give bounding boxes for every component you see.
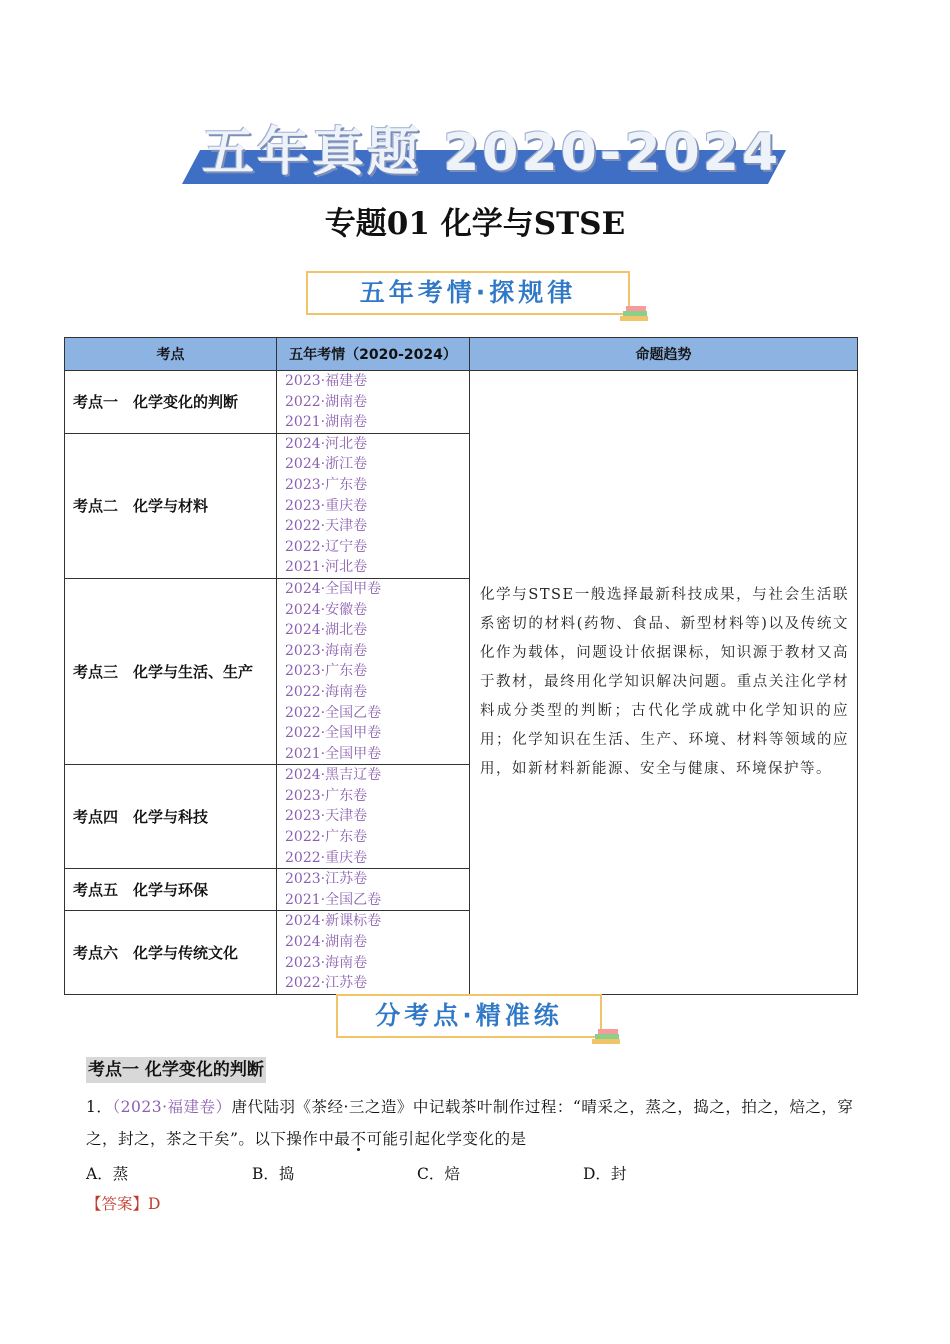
question-number: 1．	[86, 1098, 113, 1116]
year-entry: 2023·广东卷	[285, 476, 368, 493]
year-entry: 2024·湖南卷	[285, 934, 368, 951]
year-entry: 2021·全国乙卷	[285, 891, 382, 908]
header-topic: 考点	[65, 338, 277, 371]
exam-overview-table	[64, 337, 858, 995]
year-entry: 2023·广东卷	[285, 787, 368, 804]
year-entry: 2022·天津卷	[285, 518, 368, 535]
year-entry: 2021·全国甲卷	[285, 745, 382, 762]
emphasis-text: 不	[350, 1130, 367, 1148]
section-label-text: 分考点·精准练	[375, 1001, 563, 1030]
year-entry: 2023·广东卷	[285, 663, 368, 680]
option-d[interactable]: D．封	[583, 1165, 627, 1183]
year-entry: 2021·湖南卷	[285, 414, 368, 431]
year-entry: 2022·湖南卷	[285, 393, 368, 410]
years-cell	[277, 433, 470, 578]
year-entry: 2024·安徽卷	[285, 601, 368, 618]
topic-cell: 考点一 化学变化的判断	[65, 371, 277, 434]
section-label-trends	[306, 271, 630, 315]
year-entry: 2023·海南卷	[285, 954, 368, 971]
books-icon	[620, 303, 648, 321]
question-1	[86, 1091, 856, 1155]
year-entry: 2024·全国甲卷	[285, 580, 382, 597]
header-years: 五年考情（2020-2024）	[277, 338, 470, 371]
header-trend: 命题趋势	[470, 338, 858, 371]
year-entry: 2022·海南卷	[285, 683, 368, 700]
year-entry: 2023·天津卷	[285, 808, 368, 825]
year-entry: 2023·江苏卷	[285, 871, 368, 888]
topic-cell: 考点二 化学与材料	[65, 433, 277, 578]
year-entry: 2022·全国甲卷	[285, 725, 382, 742]
page-title: 专题01 化学与STSE	[324, 206, 626, 242]
question-text-end: 可能引起化学变化的是	[366, 1130, 527, 1148]
section-label-practice	[336, 994, 602, 1038]
option-b[interactable]: B．捣	[252, 1165, 295, 1183]
topic-cell: 考点五 化学与环保	[65, 869, 277, 911]
trend-cell	[470, 371, 858, 995]
trend-text: 化学与STSE一般选择最新科技成果，与社会生活联系密切的材料(药物、食品、新型材料等)以及传统文化作为载体，问题设计依据课标，知识源于教材又高于教材，最终用化学知识解决问题。重点关注化学材料成分类型的判断；古代化学成就中化学知识的应用；化学知识在生活、生产、环境、材料等领域的应用，如新材料新能源、安全与健康、环境保护等。	[480, 586, 849, 777]
years-cell	[277, 869, 470, 911]
option-a[interactable]: A．蒸	[86, 1165, 129, 1183]
books-icon	[592, 1026, 620, 1044]
answer-options	[86, 1160, 806, 1188]
section-label-text: 五年考情·探规律	[359, 278, 577, 307]
year-entry: 2023·福建卷	[285, 373, 368, 389]
question-source: （2023·福建卷）	[112, 1098, 232, 1116]
year-entry: 2024·湖北卷	[285, 622, 368, 639]
years-cell	[277, 911, 470, 994]
year-entry: 2024·新课标卷	[285, 913, 382, 930]
topic-cell: 考点四 化学与科技	[65, 765, 277, 869]
year-entry: 2022·广东卷	[285, 829, 368, 846]
year-entry: 2024·浙江卷	[285, 456, 368, 473]
years-cell	[277, 765, 470, 869]
year-entry: 2023·重庆卷	[285, 497, 368, 514]
banner-text: 五年真题 2020-2024	[202, 123, 782, 183]
table-header-row	[65, 338, 858, 371]
year-entry: 2024·黑吉辽卷	[285, 767, 382, 784]
answer-line: 【答案】D	[86, 1195, 161, 1213]
years-cell	[277, 371, 470, 434]
table-row	[65, 371, 858, 434]
option-c[interactable]: C．焙	[417, 1165, 460, 1183]
year-entry: 2022·重庆卷	[285, 849, 368, 866]
title-banner	[182, 122, 782, 188]
year-entry: 2022·江苏卷	[285, 975, 368, 992]
topic-cell: 考点三 化学与生活、生产	[65, 578, 277, 764]
years-cell	[277, 578, 470, 764]
year-entry: 2021·河北卷	[285, 559, 368, 576]
year-entry: 2024·河北卷	[285, 435, 368, 452]
topic-cell: 考点六 化学与传统文化	[65, 911, 277, 994]
section-heading: 考点一 化学变化的判断	[86, 1057, 266, 1083]
question-text: 唐代陆羽《茶经·三之造》中记载茶叶制作过程：“晴采之，蒸之，捣之，拍之，焙之，穿之，封之，茶之干矣”。以下操作中最	[86, 1098, 854, 1148]
year-entry: 2023·海南卷	[285, 642, 368, 659]
year-entry: 2022·全国乙卷	[285, 704, 382, 721]
year-entry: 2022·辽宁卷	[285, 538, 368, 555]
